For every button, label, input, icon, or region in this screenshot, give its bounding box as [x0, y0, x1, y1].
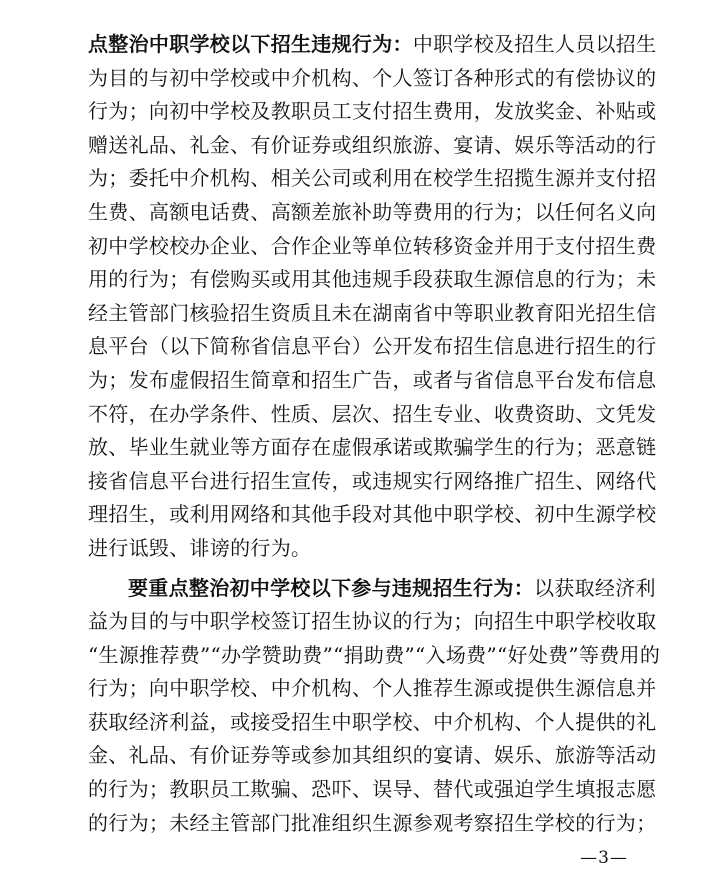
text-line: 息平台（以下简称省信息平台）公开发布招生信息进行招生的行 — [88, 334, 657, 359]
text-line: 赠送礼品、礼金、有价证券或组织旅游、宴请、娱乐等活动的行 — [88, 132, 657, 157]
text-line: 经主管部门核验招生资质且未在湖南省中等职业教育阳光招生信 — [88, 300, 657, 325]
text-span: 中职学校及招生人员以招生 — [412, 32, 657, 56]
text-line: 不符，在办学条件、性质、层次、招生专业、收费资助、文凭发 — [88, 401, 657, 426]
text-line — [88, 28, 657, 62]
text-line: “生源推荐费”“办学赞助费”“捐助费”“入场费”“好处费”等费用的 — [88, 642, 661, 667]
bold-lead-phrase: 点整治中职学校以下招生违规行为： — [88, 32, 413, 56]
text-line: 理招生，或利用网络和其他手段对其他中职学校、初中生源学校 — [88, 502, 657, 527]
page-number: —3— — [580, 848, 628, 868]
text-line: 接省信息平台进行招生宣传，或违规实行网络推广招生、网络代 — [88, 468, 657, 493]
text-line: 获取经济利益，或接受招生中职学校、中介机构、个人提供的礼 — [88, 709, 657, 734]
text-line: 用的行为；有偿购买或用其他违规手段获取生源信息的行为；未 — [88, 267, 657, 292]
text-line: 进行诋毁、诽谤的行为。 — [88, 535, 312, 560]
text-line: 行为；向中职学校、中介机构、个人推荐生源或提供生源信息并 — [88, 676, 657, 701]
text-line: 生费、高额电话费、高额差旅补助等费用的行为；以任何名义向 — [88, 199, 657, 224]
text-line: 的行为；未经主管部门批准组织生源参观考察招生学校的行为； — [88, 810, 657, 835]
text-line: 益为目的与中职学校签订招生协议的行为；向招生中职学校收取 — [88, 609, 657, 634]
text-line: 的行为；教职员工欺骗、恐吓、误导、替代或强迫学生填报志愿 — [88, 777, 657, 802]
text-line: 为；委托中介机构、相关公司或利用在校学生招揽生源并支付招 — [88, 166, 657, 191]
text-line: 金、礼品、有价证券等或参加其组织的宴请、娱乐、旅游等活动 — [88, 743, 657, 768]
bold-lead-phrase: 要重点整治初中学校以下参与违规招生行为： — [128, 575, 534, 600]
text-line: 初中学校校办企业、合作企业等单位转移资金并用于支付招生费 — [88, 233, 657, 258]
text-line: 放、毕业生就业等方面存在虚假承诺或欺骗学生的行为；恶意链 — [88, 435, 657, 460]
body-text — [88, 28, 661, 840]
text-line: 为；发布虚假招生简章和招生广告，或者与省信息平台发布信息 — [88, 367, 657, 392]
text-line: 行为；向初中学校及教职员工支付招生费用，发放奖金、补贴或 — [88, 99, 657, 124]
text-line: 为目的与初中学校或中介机构、个人签订各种形式的有偿协议的 — [88, 65, 657, 90]
text-span: 以获取经济利 — [534, 575, 656, 600]
text-line — [88, 572, 656, 606]
